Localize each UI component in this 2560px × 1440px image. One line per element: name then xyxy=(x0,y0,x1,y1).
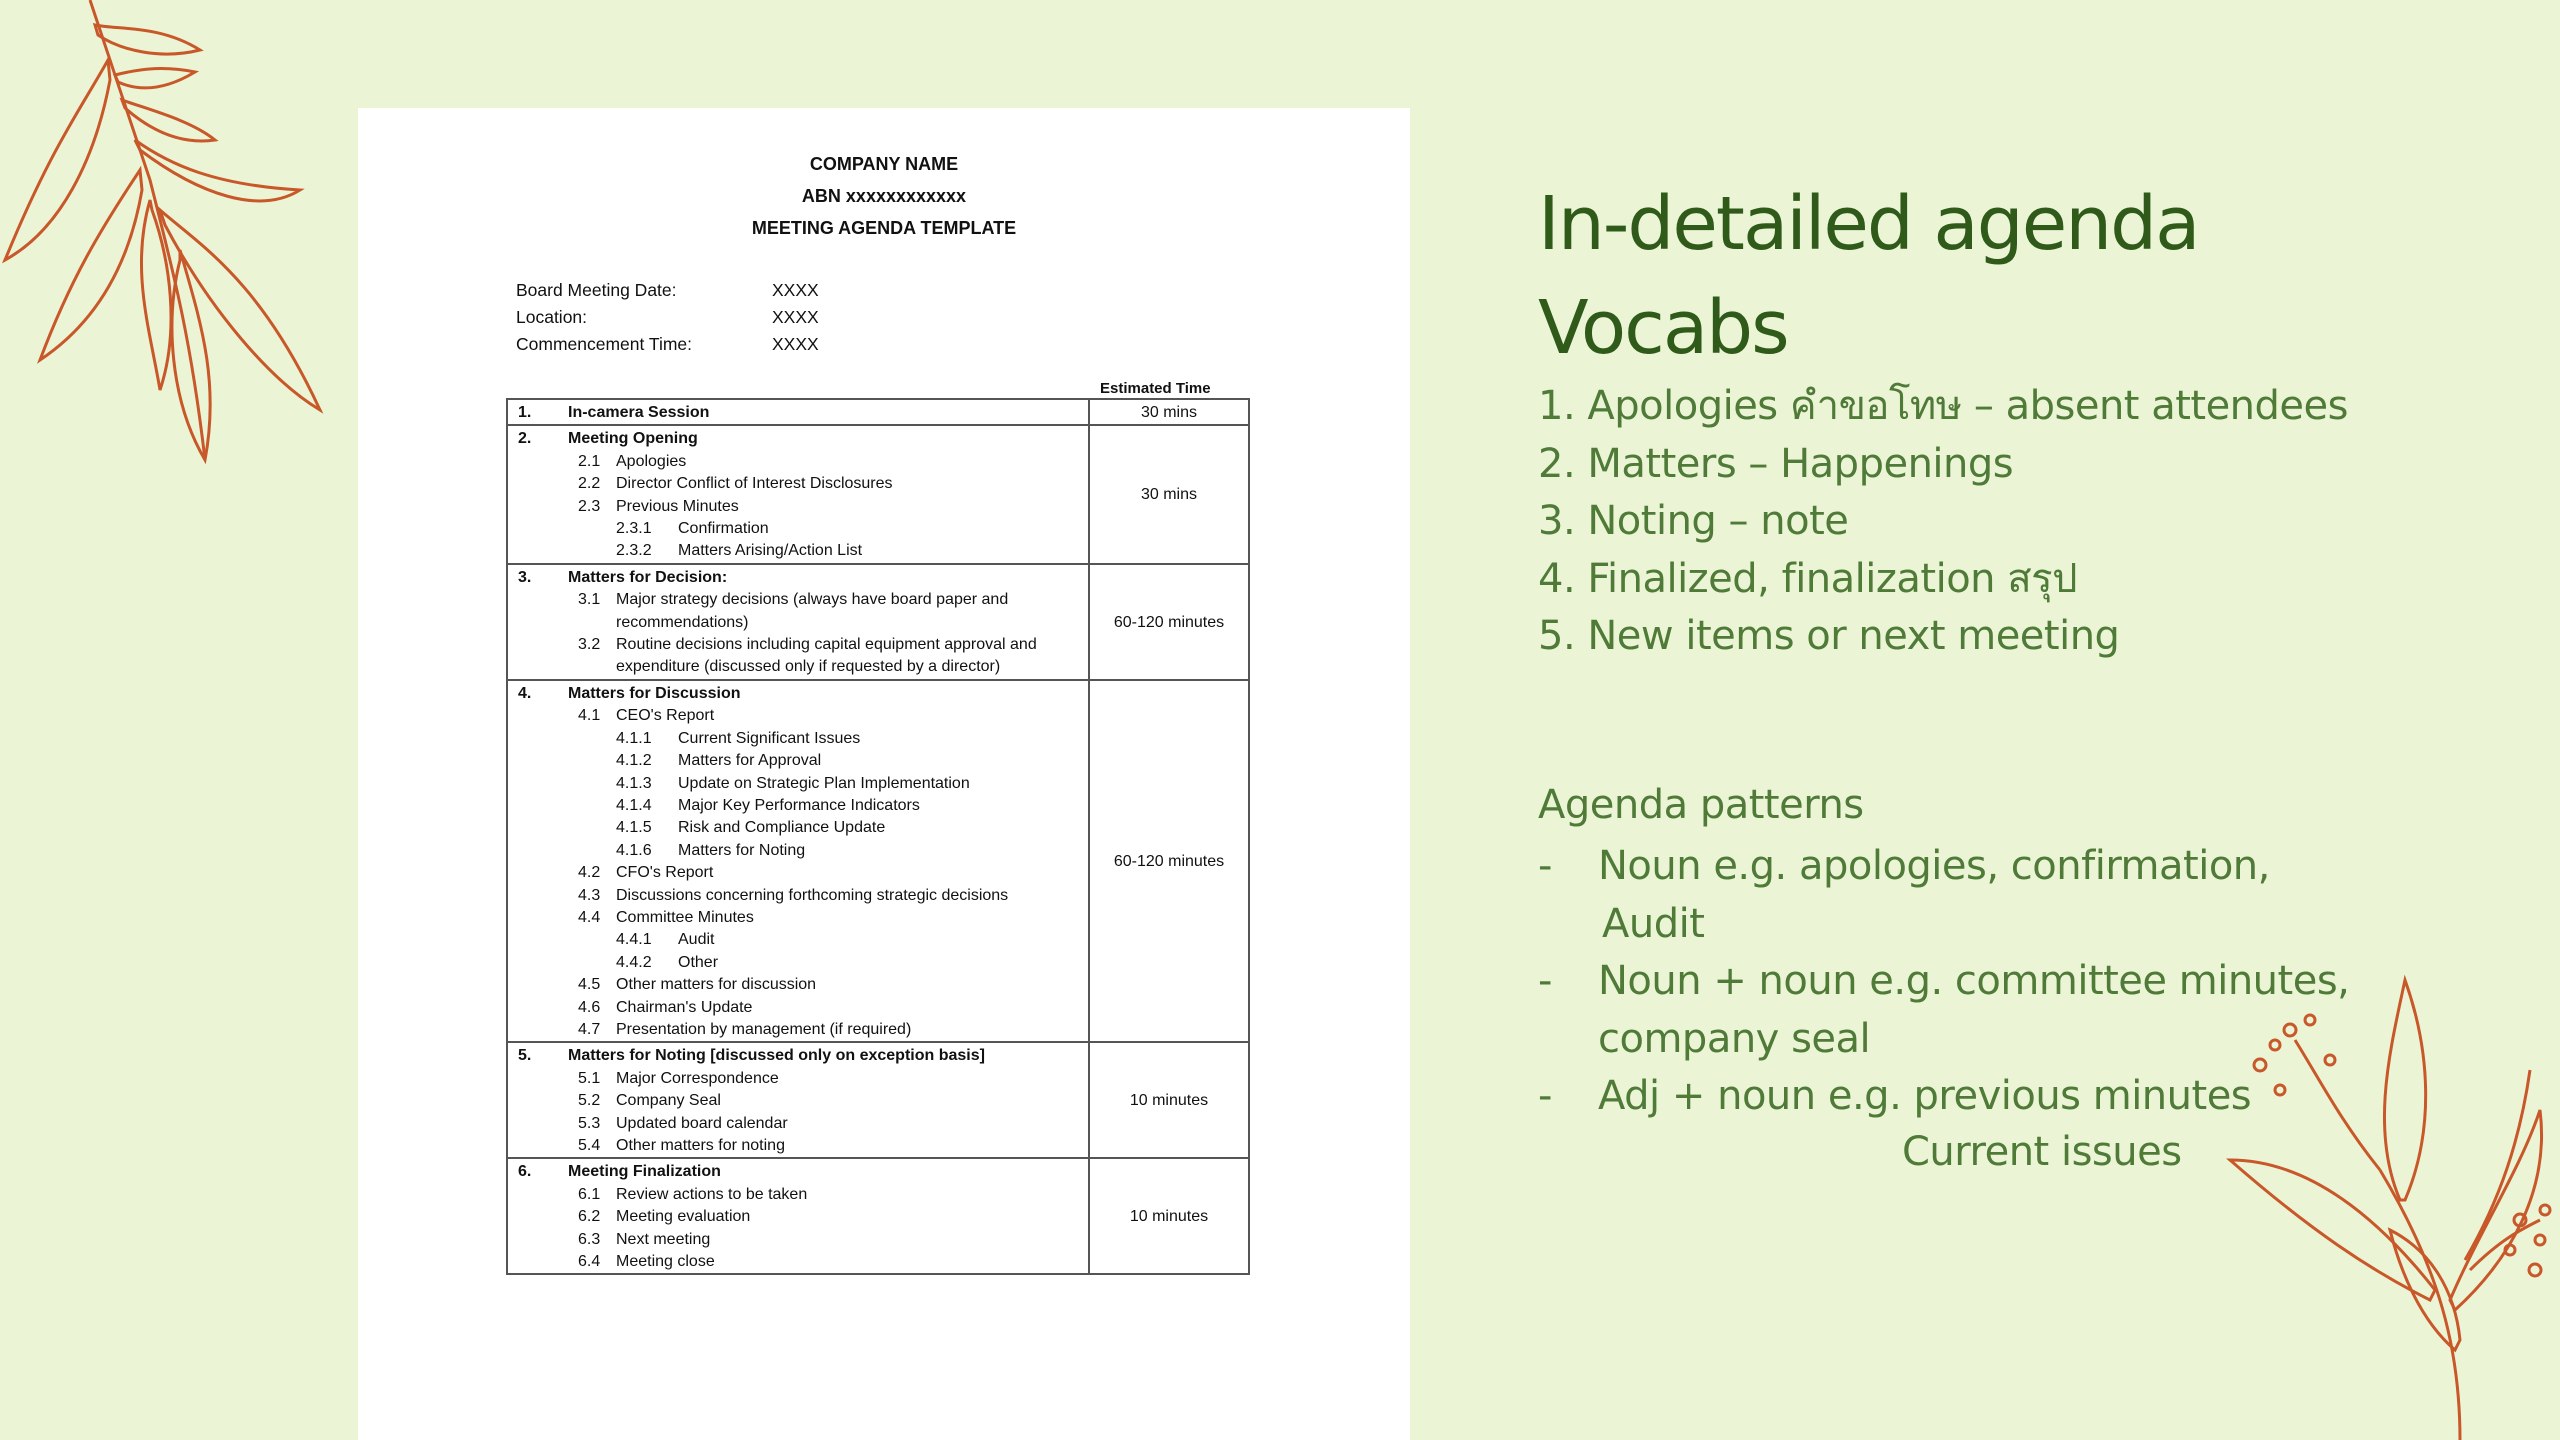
agenda-estimated-time: 10 minutes xyxy=(1089,1158,1249,1274)
agenda-estimated-time: 10 minutes xyxy=(1089,1042,1249,1158)
agenda-document xyxy=(358,108,1410,1440)
agenda-item: 2.1 Apologies xyxy=(578,452,687,470)
agenda-item: 4.2 CFO's Report xyxy=(578,864,714,882)
agenda-section-row xyxy=(507,1158,1249,1274)
meta-row: Location: XXXX xyxy=(516,307,819,327)
agenda-item: 4.1.2 Matters for Approval xyxy=(616,752,822,770)
agenda-item: 6.1 Review actions to be taken xyxy=(578,1185,808,1203)
agenda-item: 4.4.1 Audit xyxy=(616,931,715,949)
agenda-section-content xyxy=(507,564,1089,680)
agenda-section-row xyxy=(507,399,1249,425)
company-name: COMPANY NAME xyxy=(809,154,959,174)
agenda-section-content xyxy=(507,680,1089,1043)
template-title: MEETING AGENDA TEMPLATE xyxy=(751,218,1017,238)
agenda-section-title: 3. Matters for Decision: xyxy=(518,568,728,586)
agenda-item: 2.3.1 Confirmation xyxy=(616,520,769,538)
agenda-estimated-time: 60-120 minutes xyxy=(1089,564,1249,680)
estimated-time-header: Estimated Time xyxy=(1100,380,1211,397)
agenda-item: 3.2 Routine decisions including capital equipment approval and expenditure (discussed only if requested by a director) xyxy=(578,636,1037,676)
vocab-list xyxy=(1538,378,2348,666)
pattern-item: - Noun + noun e.g. committee minutes, company seal xyxy=(1538,958,2350,1062)
agenda-item: 4.1 CEO's Report xyxy=(578,707,715,725)
agenda-section-content xyxy=(507,1158,1089,1274)
agenda-item: 4.1.6 Matters for Noting xyxy=(616,841,806,859)
slide-title: In-detailed agenda Vocabs xyxy=(1538,181,2199,371)
agenda-item: 5.1 Major Correspondence xyxy=(578,1069,779,1087)
agenda-item: 4.4 Committee Minutes xyxy=(578,908,754,926)
agenda-item: 5.4 Other matters for noting xyxy=(578,1137,785,1154)
agenda-section-row xyxy=(507,564,1249,680)
vocab-item: 3. Noting – note xyxy=(1538,498,1849,544)
agenda-estimated-time: 30 mins xyxy=(1089,399,1249,425)
agenda-section-title: 6. Meeting Finalization xyxy=(518,1163,721,1181)
company-abn: ABN xxxxxxxxxxxx xyxy=(801,186,967,206)
agenda-item: 5.3 Updated board calendar xyxy=(578,1114,788,1132)
agenda-item: 3.1 Major strategy decisions (always have board paper and recommendations) xyxy=(578,591,1009,631)
agenda-item: 2.3 Previous Minutes xyxy=(578,497,739,515)
agenda-item: 5.2 Company Seal xyxy=(578,1092,721,1110)
pattern-item: - Adj + noun e.g. previous minutes Current issues xyxy=(1538,1073,2252,1175)
agenda-estimated-time: 30 mins xyxy=(1089,425,1249,563)
vocab-item: 1. Apologies คำขอโทษ – absent attendees xyxy=(1538,383,2348,429)
agenda-section-row xyxy=(507,680,1249,1043)
agenda-item: 4.6 Chairman's Update xyxy=(578,998,753,1016)
agenda-item: 4.1.3 Update on Strategic Plan Implementation xyxy=(616,774,970,792)
vocab-item: 5. New items or next meeting xyxy=(1538,613,2120,659)
patterns-list xyxy=(1538,838,2438,1178)
agenda-item: 2.3.2 Matters Arising/Action List xyxy=(616,542,863,560)
agenda-section-title: 2. Meeting Opening xyxy=(518,430,698,448)
agenda-item: 4.1.4 Major Key Performance Indicators xyxy=(616,796,920,814)
agenda-item: 4.7 Presentation by management (if required) xyxy=(578,1020,912,1038)
meta-row: Board Meeting Date: XXXX xyxy=(516,280,819,300)
meta-row: Commencement Time: XXXX xyxy=(516,334,819,354)
agenda-section-row xyxy=(507,425,1249,563)
agenda-section-title: 1. In-camera Session xyxy=(518,404,710,421)
agenda-item: 6.3 Next meeting xyxy=(578,1230,711,1248)
agenda-item: 6.4 Meeting close xyxy=(578,1253,715,1271)
agenda-section-title: 5. Matters for Noting [discussed only on exception basis] xyxy=(518,1047,985,1065)
leaf-branch-icon xyxy=(0,0,330,470)
agenda-item: 4.4.2 Other xyxy=(616,953,719,971)
agenda-item: 4.3 Discussions concerning forthcoming strategic decisions xyxy=(578,886,1009,904)
agenda-table xyxy=(506,398,1250,1275)
agenda-item: 6.2 Meeting evaluation xyxy=(578,1208,751,1226)
vocab-item: 2. Matters – Happenings xyxy=(1538,440,2014,487)
agenda-section-title: 4. Matters for Discussion xyxy=(518,684,741,702)
vocab-item: 4. Finalized, finalization สรุป xyxy=(1538,555,2078,602)
patterns-title: Agenda patterns xyxy=(1538,782,1864,828)
agenda-item: 2.2 Director Conflict of Interest Disclosures xyxy=(578,475,893,493)
agenda-section-content xyxy=(507,399,1089,425)
agenda-item: 4.5 Other matters for discussion xyxy=(578,976,817,994)
agenda-estimated-time: 60-120 minutes xyxy=(1089,680,1249,1043)
pattern-item: - Noun e.g. apologies, confirmation, Audit xyxy=(1538,843,2270,947)
agenda-section-content xyxy=(507,1042,1089,1158)
agenda-section-content xyxy=(507,425,1089,563)
agenda-item: 4.1.1 Current Significant Issues xyxy=(616,729,861,747)
agenda-item: 4.1.5 Risk and Compliance Update xyxy=(616,819,886,837)
agenda-section-row xyxy=(507,1042,1249,1158)
